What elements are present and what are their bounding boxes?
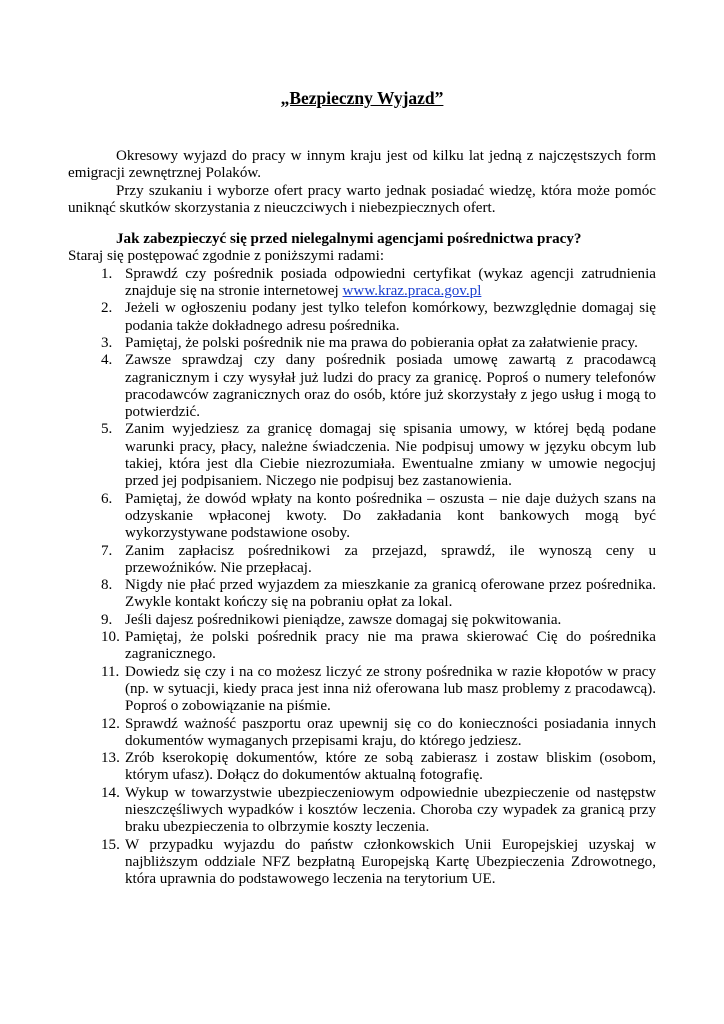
list-item xyxy=(68,300,656,335)
list-item-number: 10. xyxy=(101,629,120,646)
list-item-text: Dowiedz się czy i na co możesz liczyć ze strony pośrednika w razie kłopotów w pracy (np. w sytuacji, kiedy praca jest inna niż oferowana lub masz problemy z pracodawcą). Poproś o zobowiązanie na piśmie. xyxy=(125,663,656,715)
list-item-text: Sprawdź ważność paszportu oraz upewnij się co do konieczności posiadania innych dokumentów wymaganych przepisami kraju, do którego jedziesz. xyxy=(125,715,656,749)
list-item xyxy=(68,664,656,716)
list-item-number: 6. xyxy=(101,490,113,507)
list-item xyxy=(68,612,656,629)
list-item-text: Nigdy nie płać przed wyjazdem za mieszkanie za granicą oferowane przez pośrednika. Zwykle kontakt kończy się na pobraniu opłat za lokal. xyxy=(125,577,656,611)
section-heading: Jak zabezpieczyć się przed nielegalnymi agencjami pośrednictwa pracy? xyxy=(116,231,582,248)
list-item-text: Zawsze sprawdzaj czy dany pośrednik posiada umowę zawartą z pracodawcą zagranicznym i czy wysyłał już ludzi do pracy za granicę. Poproś o numery telefonów pracodawców zagranicznych oraz do osób, które już skorzystały z jego usług i mogą to potwierdzić. xyxy=(125,352,656,421)
document-page xyxy=(68,88,656,888)
list-item xyxy=(68,352,656,421)
list-item xyxy=(68,335,656,352)
list-item xyxy=(68,629,656,664)
list-item-text: Zanim zapłacisz pośrednikowi za przejazd, sprawdź, ile wynoszą ceny u przewoźników. Nie przepłacaj. xyxy=(125,542,656,576)
list-item-number: 11. xyxy=(101,663,120,680)
list-item-text: Jeżeli w ogłoszeniu podany jest tylko telefon komórkowy, bezwzględnie domagaj się podania także dokładnego adresu pośrednika. xyxy=(125,300,656,334)
intro-paragraph-1: Okresowy wyjazd do pracy w innym kraju jest od kilku lat jedną z najczęstszych form emigracji zewnętrznej Polaków. xyxy=(68,148,656,182)
list-item-text: W przypadku wyjazdu do państw członkowskich Unii Europejskiej uzyskaj w najbliższym oddziale NFZ bezpłatną Europejską Kartę Ubezpieczenia Zdrowotnego, która uprawnia do podstawowego leczenia na terytorium UE. xyxy=(125,836,656,888)
list-item-number: 15. xyxy=(101,836,120,853)
list-item xyxy=(68,750,656,785)
list-item xyxy=(68,716,656,751)
list-item-number: 13. xyxy=(101,750,120,767)
list-item-number: 4. xyxy=(101,352,113,369)
list-intro: Staraj się postępować zgodnie z poniższymi radami: xyxy=(68,248,385,265)
list-item-text: Zrób kserokopię dokumentów, które ze sobą zabierasz i zostaw bliskim (osobom, którym ufasz). Dołącz do dokumentów aktualną fotografię. xyxy=(125,750,656,784)
list-item-text: Pamiętaj, że dowód wpłaty na konto pośrednika – oszusta – nie daje dużych szans na odzyskanie wpłaconej kwoty. Do zakładania kont bankowych mogą być wykorzystywane podstawione osoby. xyxy=(125,490,656,542)
list-item-text: Zanim wyjedziesz za granicę domagaj się spisania umowy, w której będą podane warunki pracy, płacy, należne świadczenia. Nie podpisuj umowy w języku obcym lub takiej, która jest dla Ciebie niezrozumiała. Ewentualne zmiany w umowie negocjuj przed jej podpisaniem. Niczego nie podpisuj bez zastanowienia. xyxy=(125,421,656,490)
list-item-number: 5. xyxy=(101,421,113,438)
list-item-number: 2. xyxy=(101,300,113,317)
list-item-number: 1. xyxy=(101,265,113,282)
list-item-number: 8. xyxy=(101,577,113,594)
list-item-text: Pamiętaj, że polski pośrednik pracy nie ma prawa skierować Cię do pośrednika zagranicznego. xyxy=(125,629,656,663)
list-item xyxy=(68,577,656,612)
list-item-number: 12. xyxy=(101,715,120,732)
list-item-number: 3. xyxy=(101,334,113,351)
list-item-text: Pamiętaj, że polski pośrednik nie ma prawa do pobierania opłat za załatwienie pracy. xyxy=(125,334,638,351)
list-item-number: 7. xyxy=(101,542,113,559)
list-item xyxy=(68,421,656,490)
list-item-text: Jeśli dajesz pośrednikowi pieniądze, zawsze domagaj się pokwitowania. xyxy=(125,611,562,628)
list-item-number: 9. xyxy=(101,611,113,628)
intro-paragraph-2: Przy szukaniu i wyborze ofert pracy warto jednak posiadać wiedzę, która może pomóc uniknąć skutków skorzystania z nieuczciwych i niebezpiecznych ofert. xyxy=(68,182,656,216)
kraz-website-link[interactable]: www.kraz.praca.gov.pl xyxy=(342,283,482,300)
list-item-text: Wykup w towarzystwie ubezpieczeniowym odpowiednie ubezpieczenie od następstw nieszczęśliwych wypadków i kosztów leczenia. Choroba czy wypadek za granicą przy braku ubezpieczenia to olbrzymie koszty leczenia. xyxy=(125,784,656,836)
list-item xyxy=(68,837,656,889)
list-item xyxy=(68,491,656,543)
document-title: „Bezpieczny Wyjazd” xyxy=(280,88,444,108)
list-item xyxy=(68,785,656,837)
list-item-number: 14. xyxy=(101,784,120,801)
list-item-text: Sprawdź czy pośrednik posiada odpowiedni certyfikat (wykaz agencji zatrudnienia znajduje się na stronie internetowej xyxy=(125,265,656,300)
list-item xyxy=(68,266,656,301)
list-item xyxy=(68,543,656,578)
tips-list xyxy=(68,266,656,889)
